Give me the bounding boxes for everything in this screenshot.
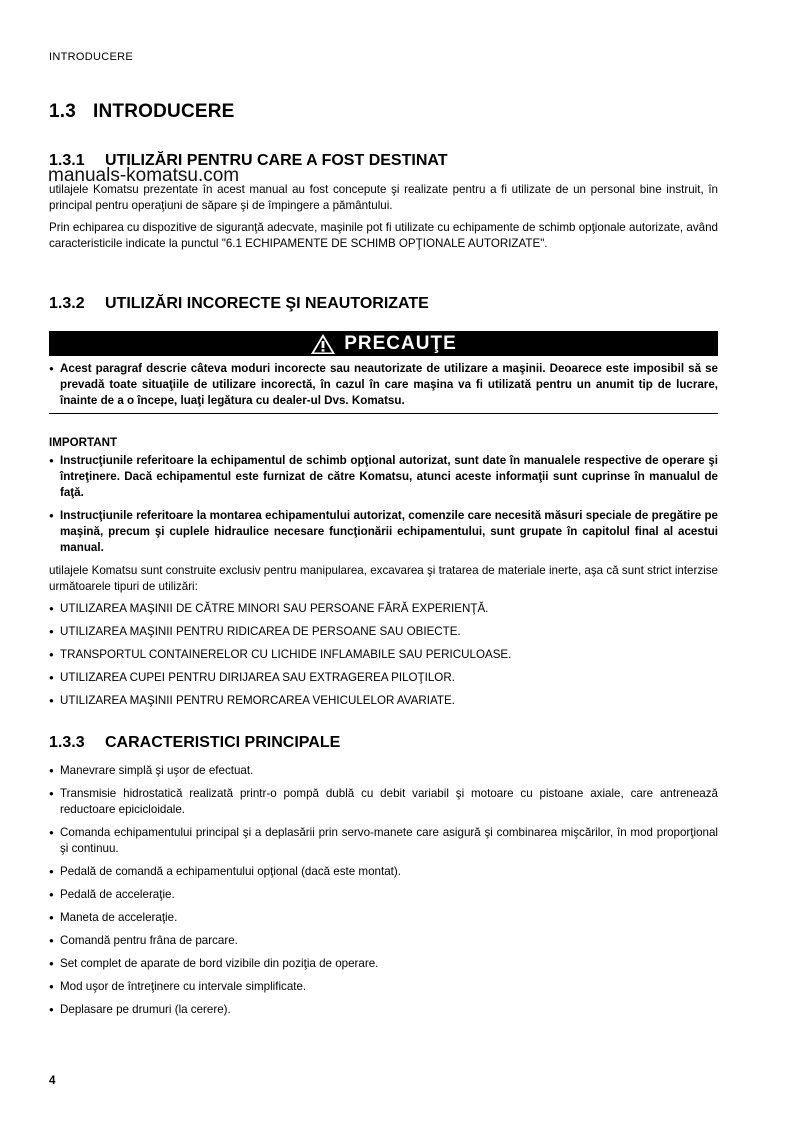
section-title-text: INTRODUCERE: [93, 101, 235, 122]
important-label: IMPORTANT: [49, 436, 118, 449]
precaution-banner: [49, 331, 718, 356]
precaution-list: [49, 361, 718, 409]
section-title: [49, 101, 235, 123]
list-item: ● Deplasare pe drumuri (la cerere).: [49, 1002, 718, 1018]
list-item: ● Pedală de acceleraţie.: [49, 887, 718, 903]
list-item: ● UTILIZAREA CUPEI PENTRU DIRIJAREA SAU EXTRAGEREA PILOŢILOR.: [49, 670, 718, 686]
list-item: ● Comandă pentru frâna de parcare.: [49, 933, 718, 949]
list-item: ● UTILIZAREA MAŞINII PENTRU RIDICAREA DE PERSOANE SAU OBIECTE.: [49, 624, 718, 640]
subsection-title: UTILIZĂRI INCORECTE ŞI NEAUTORIZATE: [105, 295, 429, 312]
paragraph-intended-use: utilajele Komatsu prezentate în acest manual au fost concepute şi realizate pentru a fi utilizate de un personal bine instruit, în principal pentru operaţiuni de săpare şi de împingere a pământului.: [49, 183, 718, 212]
precaution-label: PRECAUŢE: [344, 332, 457, 354]
important-item: ● Instrucţiunile referitoare la montarea echipamentului autorizat, comenzile care necesită măsuri speciale de pregătire pe maşină, precum şi cuplele hidraulice necesare funcţionării echipamentului, sunt grupate în capitolul final al acestui manual.: [49, 508, 718, 556]
warning-triangle-icon: [310, 333, 336, 355]
list-item: ● UTILIZAREA MAŞINII PENTRU REMORCAREA VEHICULELOR AVARIATE.: [49, 693, 718, 709]
features-list: [49, 763, 718, 1018]
subsection-number: 1.3.2: [49, 295, 85, 312]
paragraph-optional-equipment: Prin echiparea cu dispozitive de siguranţă adecvate, maşinile pot fi utilizate cu echipamente de schimb opţionale autorizate, având caracteristicile indicate la punctul "6.1 ECHIPAMENTE DE SCHIMB OPŢIONALE AUTORIZATE".: [49, 221, 718, 250]
subsection-heading-1-3-3: [49, 734, 340, 752]
list-item: ● Set complet de aparate de bord vizibile din poziţia de operare.: [49, 956, 718, 972]
paragraph-prohibited-uses: utilajele Komatsu sunt construite exclusiv pentru manipularea, excavarea şi tratarea de materiale inerte, aşa că sunt strict interzise următoarele tipuri de utilizări:: [49, 564, 718, 593]
section-number: 1.3: [49, 101, 77, 122]
list-item: ● Manevrare simplă şi uşor de efectuat.: [49, 763, 718, 779]
list-item: ● Mod uşor de întreţinere cu intervale simplificate.: [49, 979, 718, 995]
precaution-text: ● Acest paragraf descrie câteva moduri incorecte sau neautorizate de utilizare a maşinii. Deoarece este imposibil să se prevadă toate situaţiile de utilizare incorectă, în cazul în care maşina va fi utilizată pentru un anumit tip de lucrare, înainte de a o începe, luaţi legătura cu dealer-ul Dvs. Komatsu.: [49, 361, 718, 409]
section-divider: [49, 413, 718, 414]
page-number: 4: [49, 1074, 56, 1087]
important-list: [49, 453, 718, 556]
subsection-heading-1-3-2: [49, 295, 429, 313]
list-item: ● Comanda echipamentului principal şi a deplasării prin servo-manete care asigură şi combinarea mişcărilor, în mod proporţional şi continuu.: [49, 825, 718, 857]
list-item: ● UTILIZAREA MAŞINII DE CĂTRE MINORI SAU PERSOANE FĂRĂ EXPERIENŢĂ.: [49, 601, 718, 617]
prohibited-uses-list: [49, 601, 718, 709]
important-item: ● Instrucţiunile referitoare la echipamentul de schimb opţional autorizat, sunt date în manualele respective de operare şi întreţinere. Dacă echipamentul este furnizat de către Komatsu, atunci aceste informaţii sunt cuprinse în manualul de faţă.: [49, 453, 718, 501]
list-item: ● Pedală de comandă a echipamentului opţional (dacă este montat).: [49, 864, 718, 880]
list-item: ● TRANSPORTUL CONTAINERELOR CU LICHIDE INFLAMABILE SAU PERICULOASE.: [49, 647, 718, 663]
watermark-text: manuals-komatsu.com: [48, 165, 240, 186]
list-item: ● Transmisie hidrostatică realizată printr-o pompă dublă cu debit variabil şi motoare cu pistoane axiale, care antrenează reductoare epicicloidale.: [49, 786, 718, 818]
subsection-title: UTILIZĂRI PENTRU CARE A FOST DESTINAT: [105, 152, 448, 169]
subsection-number: 1.3.1: [49, 152, 85, 169]
subsection-number: 1.3.3: [49, 734, 85, 751]
subsection-title: CARACTERISTICI PRINCIPALE: [105, 734, 341, 751]
list-item: ● Maneta de acceleraţie.: [49, 910, 718, 926]
running-header: INTRODUCERE: [49, 51, 133, 63]
